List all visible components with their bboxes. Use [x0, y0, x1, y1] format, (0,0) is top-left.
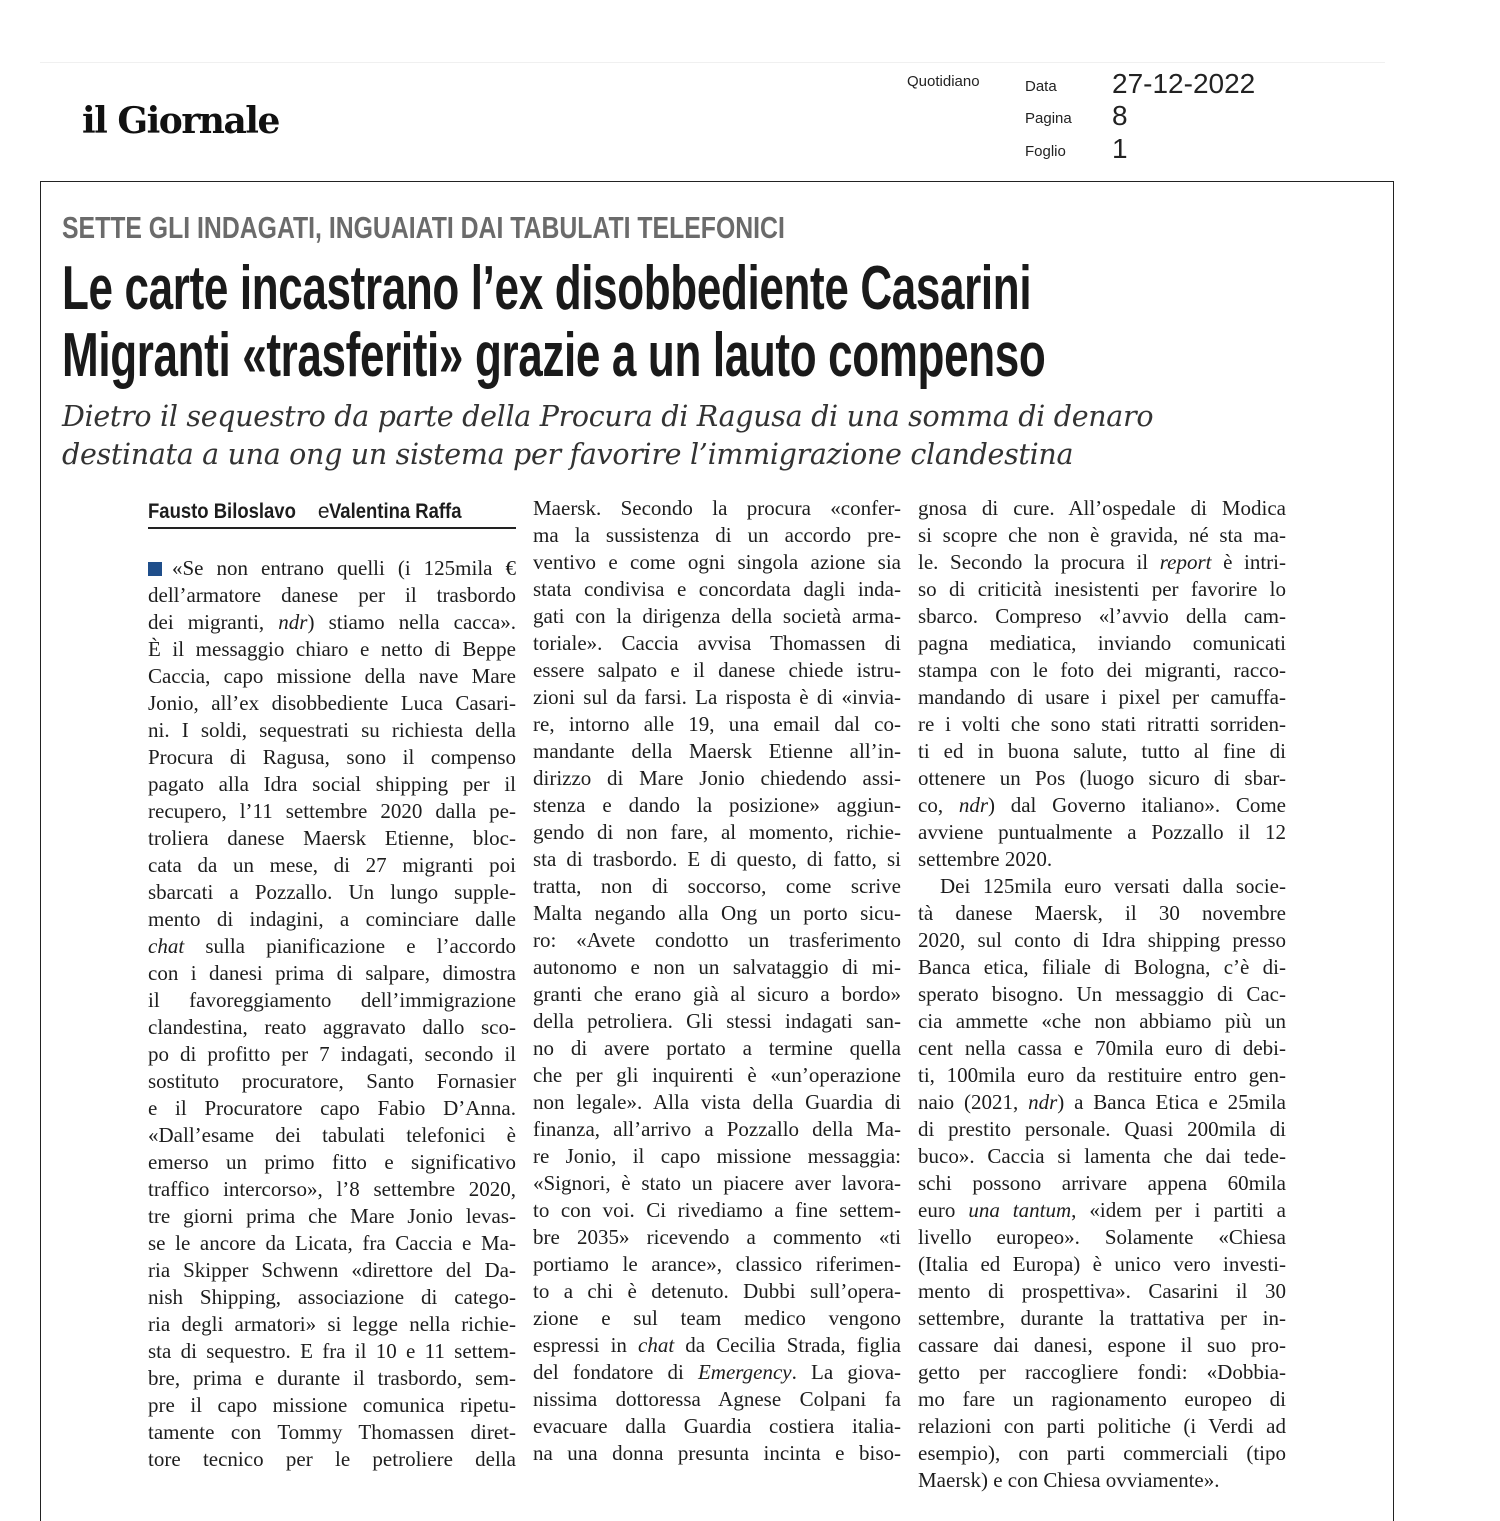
text-segment: espressi in — [533, 1333, 638, 1357]
text-segment: autonomo e non un salvataggio di mi- — [533, 955, 901, 979]
text-segment: 2020, sul conto di Idra shipping presso — [918, 928, 1286, 952]
text-line — [148, 555, 516, 582]
text-segment: Maersk) e con Chiesa ovviamente». — [918, 1468, 1220, 1492]
text-line — [533, 495, 901, 522]
text-segment: sta di sequestro. E fra il 10 e 11 settem- — [148, 1339, 516, 1363]
text-line — [918, 549, 1286, 576]
byline — [148, 500, 516, 529]
text-segment: da Cecilia Strada, figlia — [674, 1333, 901, 1357]
text-line — [148, 960, 516, 987]
text-segment: dirizzo di Mare Jonio chiedendo assi- — [533, 766, 901, 790]
text-segment: mento di prospettiva». Casarini il 30 — [918, 1279, 1286, 1303]
text-line — [533, 576, 901, 603]
text-line — [533, 1062, 901, 1089]
text-line — [533, 1143, 901, 1170]
text-segment: cent nella cassa e 70mila euro di debi- — [918, 1036, 1286, 1060]
text-line — [918, 657, 1286, 684]
text-line — [918, 1062, 1286, 1089]
article-subtitle-line-1: Dietro il sequestro da parte della Procura di Ragusa di una somma di denaro — [62, 400, 1154, 433]
text-segment: . La giova- — [791, 1360, 901, 1384]
text-line — [148, 1176, 516, 1203]
page-value: 8 — [1112, 100, 1128, 131]
text-line — [533, 1413, 901, 1440]
text-line — [533, 738, 901, 765]
text-segment: con i danesi prima di salpare, dimostra — [148, 961, 516, 985]
text-line — [918, 900, 1286, 927]
text-segment: ottenere un Pos (luogo sicuro di sbar- — [918, 766, 1286, 790]
text-segment: re i volti che sono stati ritratti sorriden- — [918, 712, 1286, 736]
article-subtitle-line-2: destinata a una ong un sistema per favorire l’immigrazione clandestina — [62, 438, 1074, 471]
text-line — [533, 900, 901, 927]
italic-text: Emergency — [697, 1360, 792, 1384]
text-segment: getto per raccogliere fondi: «Dobbia- — [918, 1360, 1286, 1384]
text-segment: sta di trasbordo. E di questo, di fatto, si — [533, 847, 901, 871]
text-segment: pagna mediatica, inviando comunicati — [918, 631, 1286, 655]
text-line — [918, 1035, 1286, 1062]
page-label: Pagina — [1025, 110, 1072, 127]
text-segment: ti, 100mila euro da restituire entro gen- — [918, 1063, 1286, 1087]
text-line — [148, 1446, 516, 1473]
text-segment: portiamo le arance», classico riferimen- — [533, 1252, 901, 1276]
text-segment: schi possono arrivare appena 60mila — [918, 1171, 1286, 1195]
text-segment: tà danese Maersk, il 30 novembre — [918, 901, 1286, 925]
text-line — [918, 1386, 1286, 1413]
text-segment: mandando di usare i pixel per camuffa- — [918, 685, 1286, 709]
text-line — [918, 1251, 1286, 1278]
text-segment: ) a Banca Etica e 25mila — [1057, 1090, 1286, 1114]
text-segment: Maersk. Secondo la procura «confer- — [533, 496, 901, 520]
text-segment: mo fare un ragionamento europeo di — [918, 1387, 1286, 1411]
text-segment: gati con la dirigenza della società arma- — [533, 604, 901, 628]
text-segment: ) dal Governo italiano». Come — [988, 793, 1286, 817]
text-line — [148, 1311, 516, 1338]
text-segment: settembre 2020. — [918, 847, 1053, 871]
text-line — [918, 1467, 1286, 1494]
text-line — [918, 1305, 1286, 1332]
byline-conjunction: e — [317, 500, 330, 523]
text-line — [533, 819, 901, 846]
text-segment: stata condivisa e concordata dagli inda- — [533, 577, 901, 601]
italic-text: ndr — [278, 610, 308, 634]
text-line — [148, 1338, 516, 1365]
text-line — [918, 576, 1286, 603]
text-segment: tore tecnico per le petroliere della — [148, 1447, 516, 1471]
text-line — [918, 738, 1286, 765]
text-segment: naio (2021, — [918, 1090, 1029, 1114]
article-column-2 — [533, 495, 901, 1467]
article-title-line-1: Le carte incastrano l’ex disobbediente Casarini — [62, 254, 1032, 323]
text-segment: re, intorno alle 19, una email dal co- — [533, 712, 901, 736]
text-line — [533, 1332, 901, 1359]
text-line — [148, 1257, 516, 1284]
text-segment: ti ed in buona salute, tutto al fine di — [918, 739, 1286, 763]
text-line — [918, 522, 1286, 549]
text-segment: tre giorni prima che Mare Jonio levas- — [148, 1204, 516, 1228]
text-segment: buco». Caccia si lamenta che dai tede- — [918, 1144, 1286, 1168]
text-segment: to con voi. Ci rivediamo a fine settem- — [533, 1198, 901, 1222]
text-line — [533, 792, 901, 819]
text-line — [918, 711, 1286, 738]
text-segment: mandante della Maersk Etienne all’in- — [533, 739, 901, 763]
text-segment: tamente con Tommy Thomassen diret- — [148, 1420, 516, 1444]
text-line — [533, 603, 901, 630]
text-line — [148, 609, 516, 636]
text-segment: ventivo e come ogni singola azione sia — [533, 550, 901, 574]
text-segment: ) stiamo nella cacca». — [307, 610, 516, 634]
text-segment: «Signori, è stato un piacere aver lavora- — [533, 1171, 901, 1195]
text-line — [918, 1413, 1286, 1440]
text-segment: stenza e dando la posizione» aggiun- — [533, 793, 901, 817]
text-line — [533, 630, 901, 657]
text-segment: nish Shipping, associazione di catego- — [148, 1285, 516, 1309]
text-segment: avviene puntualmente a Pozzallo il 12 — [918, 820, 1286, 844]
text-line — [148, 717, 516, 744]
text-line — [918, 765, 1286, 792]
text-line — [533, 954, 901, 981]
text-segment: pre il capo missione comunica ripetu- — [148, 1393, 516, 1417]
text-segment: bre 2035» ricevendo a commento «ti — [533, 1225, 901, 1249]
text-segment: gendo di non fare, al momento, richie- — [533, 820, 901, 844]
text-line — [533, 1305, 901, 1332]
text-line — [918, 1359, 1286, 1386]
text-segment: sperato bisogno. Un messaggio di Cac- — [918, 982, 1286, 1006]
text-segment: della petroliera. Gli stessi indagati san- — [533, 1009, 901, 1033]
sheet-label: Foglio — [1025, 143, 1066, 160]
text-line — [918, 1224, 1286, 1251]
text-line — [148, 1230, 516, 1257]
text-segment: ni. I soldi, sequestrati su richiesta della — [148, 718, 516, 742]
text-segment: bre, prima e durante il trasbordo, sem- — [148, 1366, 516, 1390]
text-segment: po di profitto per 7 indagati, secondo il — [148, 1042, 516, 1066]
text-segment: relazioni con parti politiche (i Verdi ad — [918, 1414, 1286, 1438]
text-line — [148, 771, 516, 798]
text-line — [533, 711, 901, 738]
text-segment: sostituto procuratore, Santo Fornasier — [148, 1069, 516, 1093]
text-segment: sbarcati a Pozzallo. Un lungo supple- — [148, 880, 516, 904]
text-line — [148, 663, 516, 690]
text-line — [533, 1116, 901, 1143]
text-line — [918, 603, 1286, 630]
text-line — [533, 1170, 901, 1197]
text-line — [918, 495, 1286, 522]
text-segment: cassare dai danesi, espone il suo pro- — [918, 1333, 1286, 1357]
text-segment: to a chi è detenuto. Dubbi sull’opera- — [533, 1279, 901, 1303]
text-segment: mento di indagini, a cominciare dalle — [148, 907, 516, 931]
text-segment: cata da un mese, di 27 migranti poi — [148, 853, 516, 877]
text-line — [533, 657, 901, 684]
text-line — [918, 1089, 1286, 1116]
text-segment: tratta, non di soccorso, come scrive — [533, 874, 901, 898]
text-segment: livello europeo». Solamente «Chiesa — [918, 1225, 1286, 1249]
text-segment: dell’armatore danese per il trasbordo — [148, 583, 516, 607]
text-segment: essere salpato e il danese chiede istru- — [533, 658, 901, 682]
text-segment: clandestina, reato aggravato dallo sco- — [148, 1015, 516, 1039]
text-segment: Jonio, all’ex disobbediente Luca Casari- — [148, 691, 516, 715]
text-segment: «Se non entrano quelli (i 125mila € — [172, 556, 516, 580]
italic-text: chat — [638, 1333, 675, 1357]
text-line — [918, 1116, 1286, 1143]
text-line — [533, 1035, 901, 1062]
text-line — [533, 1089, 901, 1116]
text-segment: troliera danese Maersk Etienne, bloc- — [148, 826, 516, 850]
text-segment: ma la sussistenza di un accordo pre- — [533, 523, 901, 547]
text-line — [148, 987, 516, 1014]
text-line — [148, 1014, 516, 1041]
article-kicker: SETTE GLI INDAGATI, INGUAIATI DAI TABULATI TELEFONICI — [62, 210, 785, 245]
text-segment: non legale». Alla vista della Guardia di — [533, 1090, 901, 1114]
article-column-3 — [918, 495, 1286, 1494]
text-line — [148, 636, 516, 663]
text-line — [148, 1068, 516, 1095]
text-segment: stampa con le foto dei migranti, racco- — [918, 658, 1286, 682]
text-line — [148, 744, 516, 771]
text-segment: dei migranti, — [148, 610, 279, 634]
date-label: Data — [1025, 78, 1057, 95]
newspaper-logo: il Giornale — [82, 100, 279, 142]
text-segment: e il Procuratore capo Fabio D’Anna. — [148, 1096, 516, 1120]
text-segment: che per gli inquirenti è «un’operazione — [533, 1063, 901, 1087]
text-segment: le. Secondo la procura il — [918, 550, 1160, 574]
text-line — [918, 1170, 1286, 1197]
text-line — [918, 1332, 1286, 1359]
text-line — [533, 1278, 901, 1305]
text-segment: se le ancore da Licata, fra Caccia e Ma- — [148, 1231, 516, 1255]
text-line — [533, 1251, 901, 1278]
text-segment: Caccia, capo missione della nave Mare — [148, 664, 516, 688]
text-line — [148, 825, 516, 852]
text-segment: del fondatore di — [533, 1360, 698, 1384]
text-line — [148, 1095, 516, 1122]
article-column-1 — [148, 555, 516, 1473]
italic-text: ndr — [958, 793, 988, 817]
text-line — [918, 1143, 1286, 1170]
text-line — [148, 798, 516, 825]
text-line — [533, 684, 901, 711]
text-line — [918, 1008, 1286, 1035]
text-line — [148, 582, 516, 609]
text-segment: co, — [918, 793, 959, 817]
text-segment: emerso un primo fitto e significativo — [148, 1150, 516, 1174]
text-segment: Malta negando alla Ong un porto sicu- — [533, 901, 901, 925]
text-segment: gnosa di cure. All’ospedale di Modica — [918, 496, 1286, 520]
text-line — [533, 846, 901, 873]
text-segment: «Dall’esame dei tabulati telefonici è — [148, 1123, 516, 1147]
text-segment: di prestito personale. Quasi 200mila di — [918, 1117, 1286, 1141]
text-line — [533, 1008, 901, 1035]
italic-text: chat — [148, 934, 185, 958]
text-line — [918, 846, 1286, 873]
text-line — [918, 927, 1286, 954]
text-segment: traffico intercorso», l’8 settembre 2020, — [148, 1177, 516, 1201]
text-line — [148, 906, 516, 933]
lead-square-icon — [148, 562, 162, 576]
text-line — [918, 1440, 1286, 1467]
text-line — [148, 690, 516, 717]
text-line — [148, 879, 516, 906]
frequency-label: Quotidiano — [907, 73, 980, 90]
text-segment: sbarco. Compreso «l’avvio della cam- — [918, 604, 1286, 628]
text-segment: nissima dottoressa Agnese Colpani fa — [533, 1387, 901, 1411]
text-line — [533, 1224, 901, 1251]
text-line — [918, 819, 1286, 846]
author-2: Valentina Raffa — [329, 500, 462, 523]
text-line — [533, 1197, 901, 1224]
text-segment: cia ammette «che non abbiamo più un — [918, 1009, 1286, 1033]
text-segment: settembre, durante la trattativa per in- — [918, 1306, 1286, 1330]
text-segment: granti che erano già al sicuro a bordo» — [533, 982, 901, 1006]
text-segment: ria Skipper Schwenn «direttore del Da- — [148, 1258, 516, 1282]
text-segment: so di criticità inesistenti per favorire lo — [918, 577, 1286, 601]
text-segment: sulla pianificazione e l’accordo — [184, 934, 516, 958]
text-segment: recupero, l’11 settembre 2020 dalla pe- — [148, 799, 516, 823]
text-line — [533, 1386, 901, 1413]
text-segment: (Italia ed Europa) è unico vero investi- — [918, 1252, 1286, 1276]
author-1: Fausto Biloslavo — [148, 500, 296, 523]
text-segment: è intri- — [1211, 550, 1286, 574]
text-segment: re Jonio, il capo missione messaggia: — [533, 1144, 901, 1168]
italic-text: una tantum — [968, 1198, 1072, 1222]
text-segment: euro — [918, 1198, 969, 1222]
text-line — [533, 522, 901, 549]
text-segment: Dei 125mila euro versati dalla socie- — [940, 874, 1286, 898]
text-line — [148, 933, 516, 960]
text-segment: Banca etica, filiale di Bologna, c’è di- — [918, 955, 1286, 979]
text-line — [918, 873, 1286, 900]
text-segment: pagato alla Idra social shipping per il — [148, 772, 516, 796]
text-segment: ro: «Avete condotto un trasferimento — [533, 928, 901, 952]
text-segment: si scopre che non è gravida, né sta ma- — [918, 523, 1286, 547]
text-segment: esempio), con parti commerciali (tipo — [918, 1441, 1286, 1465]
text-line — [918, 1197, 1286, 1224]
italic-text: ndr — [1028, 1090, 1058, 1114]
text-line — [533, 765, 901, 792]
text-segment: evacuare dalla Guardia costiera italia- — [533, 1414, 901, 1438]
sheet-value: 1 — [1112, 133, 1128, 164]
italic-text: report — [1159, 550, 1212, 574]
text-line — [148, 852, 516, 879]
text-segment: zione e sul team medico vengono — [533, 1306, 901, 1330]
text-line — [148, 1419, 516, 1446]
text-segment: il favoreggiamento dell’immigrazione — [148, 988, 516, 1012]
text-segment: ria degli armatori» si legge nella richie- — [148, 1312, 516, 1336]
header-rule — [40, 62, 1385, 63]
text-segment: no di avere portato a termine quella — [533, 1036, 901, 1060]
text-segment: Procura di Ragusa, sono il compenso — [148, 745, 516, 769]
text-line — [533, 1359, 901, 1386]
text-line — [918, 954, 1286, 981]
text-line — [533, 549, 901, 576]
text-segment: toriale». Caccia avvisa Thomassen di — [533, 631, 901, 655]
text-line — [918, 981, 1286, 1008]
text-line — [918, 630, 1286, 657]
text-segment: finanza, all’arrivo a Pozzallo della Ma- — [533, 1117, 901, 1141]
text-line — [533, 981, 901, 1008]
text-line — [148, 1284, 516, 1311]
article-title-line-2: Migranti «trasferiti» grazie a un lauto compenso — [62, 321, 1046, 390]
text-line — [918, 792, 1286, 819]
text-segment: , «idem per i partiti a — [1071, 1198, 1286, 1222]
text-line — [533, 927, 901, 954]
text-segment: zioni sul da farsi. La risposta è di «invia- — [533, 685, 901, 709]
text-line — [148, 1122, 516, 1149]
text-line — [533, 1440, 901, 1467]
text-segment: na una donna presunta incinta e biso- — [533, 1441, 901, 1465]
text-segment: È il messaggio chiaro e netto di Beppe — [148, 637, 516, 661]
text-line — [148, 1365, 516, 1392]
text-line — [918, 684, 1286, 711]
text-line — [533, 873, 901, 900]
text-line — [148, 1149, 516, 1176]
text-line — [148, 1041, 516, 1068]
text-line — [148, 1392, 516, 1419]
date-value: 27-12-2022 — [1112, 68, 1256, 99]
text-line — [148, 1203, 516, 1230]
text-line — [918, 1278, 1286, 1305]
